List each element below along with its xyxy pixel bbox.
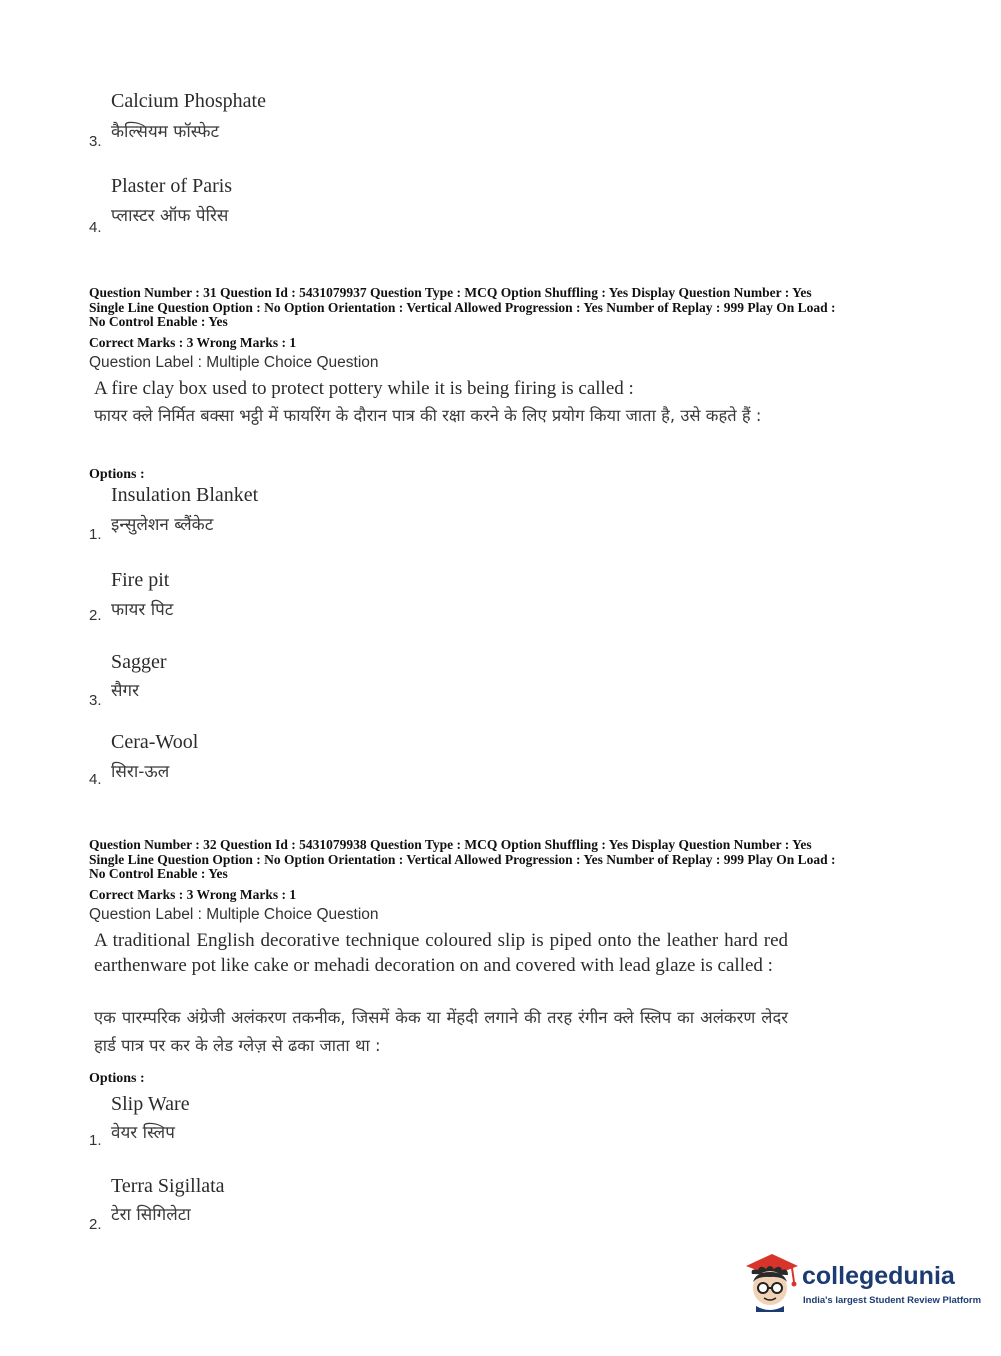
option-number: 2.: [89, 1216, 102, 1233]
option-english: Insulation Blanket: [111, 484, 259, 506]
option-hindi: सिरा-ऊल: [111, 762, 170, 782]
question-text-hindi: एक पारम्परिक अंग्रेजी अलंकरण तकनीक, जिसमें केक या मेंहदी लगाने की तरह रंगीन क्ले स्लिप का अलंकरण लेदर हार्ड पात्र पर कर के लेड ग्लेज़ से ढका जाता था :: [94, 1008, 788, 1055]
option-english: Slip Ware: [111, 1093, 190, 1115]
question-text-hindi: फायर क्ले निर्मित बक्सा भट्ठी में फायरिंग के दौरान पात्र की रक्षा करने के लिए प्रयोग किया जाता है, उसे कहते हैं :: [94, 406, 762, 425]
question-text-english: A traditional English decorative technique coloured slip is piped onto the leather hard red earthenware pot like cake or mehadi decoration on and covered with lead glaze is called :: [94, 930, 788, 976]
option-number: 3.: [89, 133, 102, 150]
option-hindi: इन्सुलेशन ब्लैंकेट: [111, 515, 214, 535]
option-english: Cera-Wool: [111, 731, 199, 753]
option-number: 2.: [89, 607, 102, 624]
meta-line: Single Line Question Option : No Option Orientation : Vertical Allowed Progression : Yes Number of Replay : 999 Play On Load :: [89, 299, 836, 315]
brand-name: collegedunia: [802, 1262, 955, 1290]
meta-line: Question Number : 31 Question Id : 5431079937 Question Type : MCQ Option Shuffling : Yes Display Question Number : Yes: [89, 285, 812, 300]
option-number: 3.: [89, 692, 102, 709]
option-number: 1.: [89, 1132, 102, 1149]
option-number: 4.: [89, 771, 102, 788]
question-marks: Correct Marks : 3 Wrong Marks : 1: [89, 887, 297, 902]
question-meta: [89, 838, 919, 882]
option-english: Calcium Phosphate: [111, 90, 266, 112]
option-english: Sagger: [111, 651, 167, 673]
brand-tagline: India's largest Student Review Platform: [803, 1295, 982, 1306]
option-english: Fire pit: [111, 569, 170, 591]
option-number: 4.: [89, 219, 102, 236]
meta-line: No Control Enable : Yes: [89, 314, 228, 330]
question-marks: Correct Marks : 3 Wrong Marks : 1: [89, 335, 297, 350]
question-text-english: A fire clay box used to protect pottery while it is being firing is called :: [94, 378, 634, 399]
question-meta: [89, 286, 919, 330]
options-heading: Options :: [89, 1071, 145, 1086]
option-english: Plaster of Paris: [111, 175, 233, 197]
meta-line: No Control Enable : Yes: [89, 866, 228, 882]
option-hindi: वेयर स्लिप: [111, 1123, 175, 1143]
option-hindi: टेरा सिगिलेटा: [111, 1205, 191, 1225]
brand-logo: [742, 1248, 982, 1314]
meta-line: Single Line Question Option : No Option Orientation : Vertical Allowed Progression : Yes Number of Replay : 999 Play On Load :: [89, 851, 836, 867]
option-number: 1.: [89, 526, 102, 543]
option-hindi: सैगर: [111, 681, 140, 701]
meta-line: Question Number : 32 Question Id : 5431079938 Question Type : MCQ Option Shuffling : Yes Display Question Number : Yes: [89, 837, 812, 852]
options-heading: Options :: [89, 467, 145, 482]
option-english: Terra Sigillata: [111, 1175, 225, 1197]
question-label: Question Label : Multiple Choice Question: [89, 354, 379, 371]
option-hindi: फायर पिट: [111, 600, 174, 620]
question-label: Question Label : Multiple Choice Question: [89, 906, 379, 923]
graduate-mascot-icon: [742, 1248, 800, 1314]
option-hindi: कैल्सियम फॉस्फेट: [111, 122, 220, 142]
option-hindi: प्लास्टर ऑफ पेरिस: [111, 206, 229, 226]
